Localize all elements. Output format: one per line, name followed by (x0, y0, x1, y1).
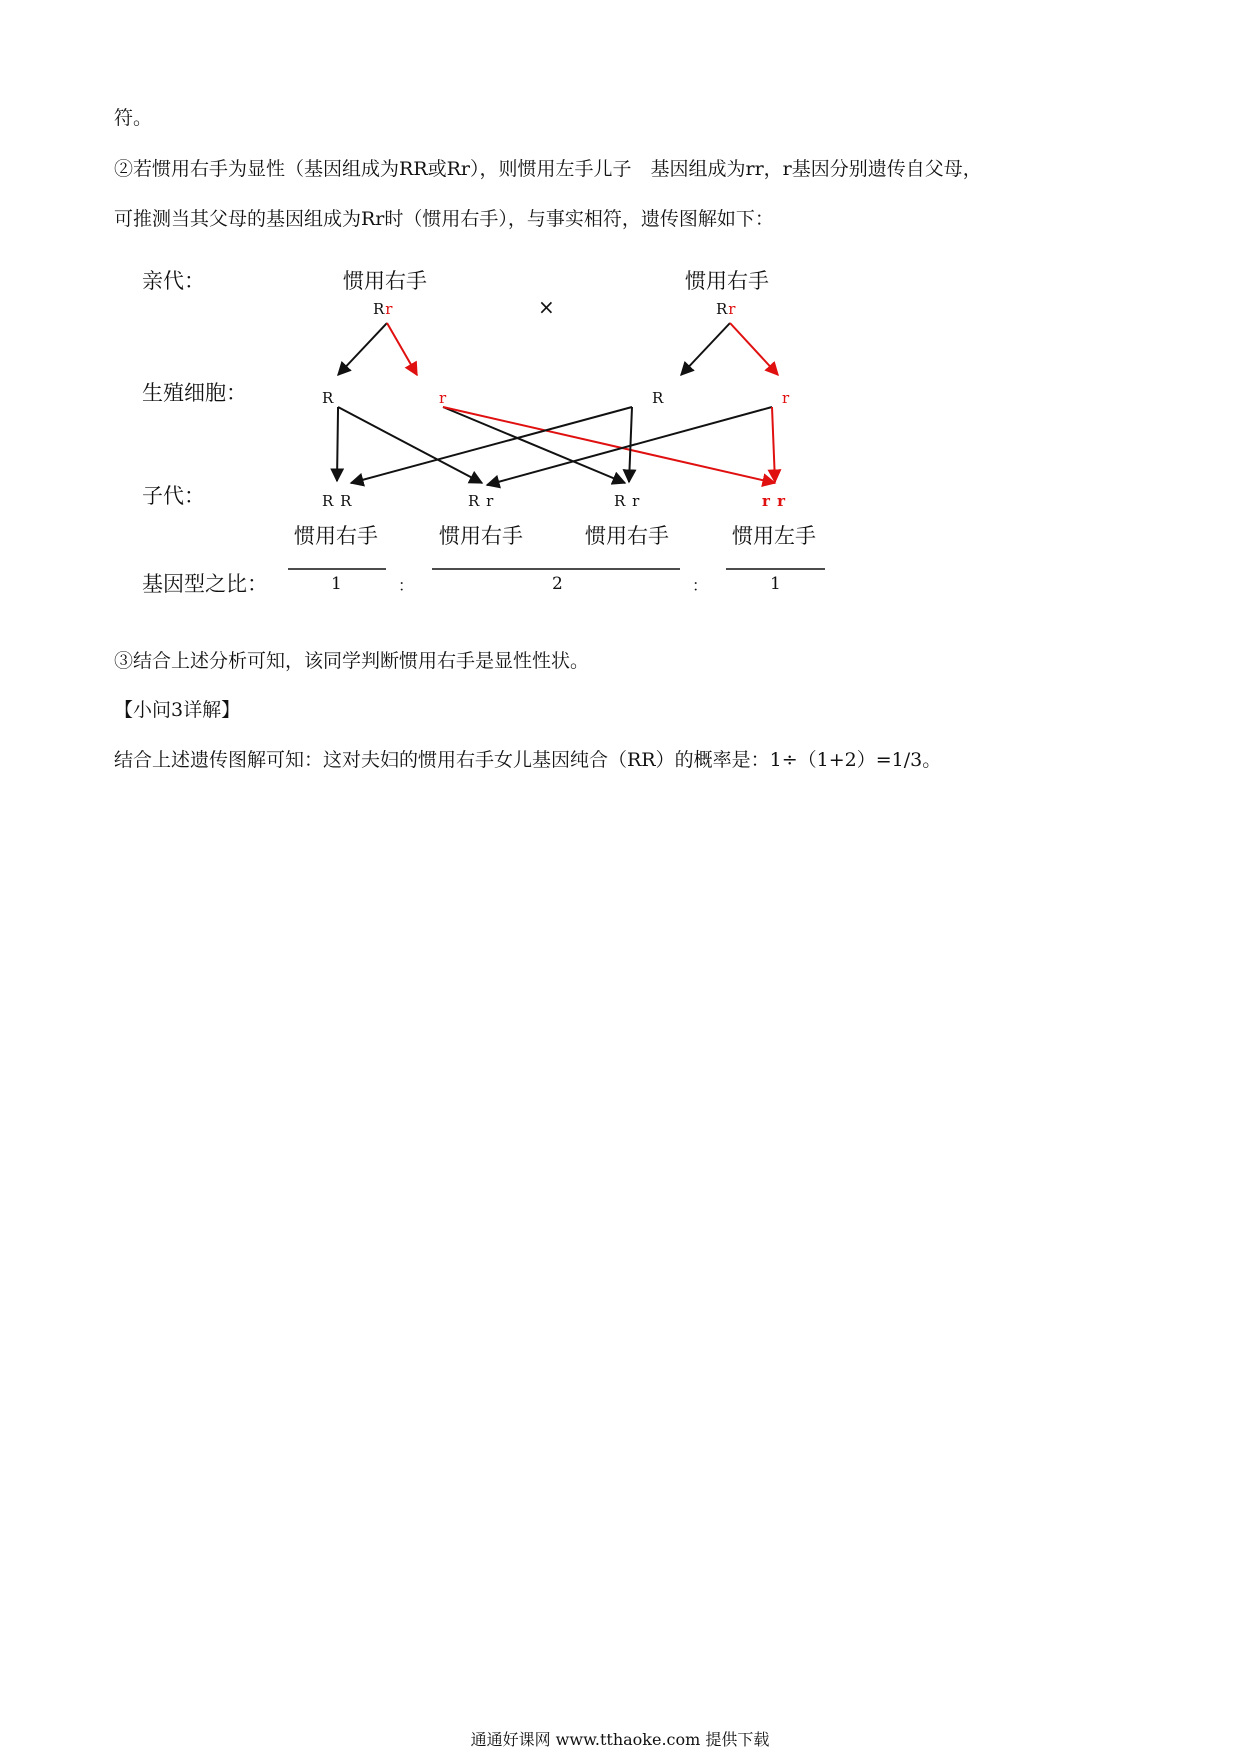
ratio-1: 1 (331, 574, 343, 594)
text-line-3: 可推测当其父母的基因组成为Rr时（惯用右手），与事实相符，遗传图解如下： (114, 208, 774, 230)
offspring-3-genotype (614, 492, 640, 510)
section-heading: 【小问3详解】 (114, 699, 241, 721)
offspring-2-genotype (468, 492, 494, 510)
gamete-4: r (782, 389, 791, 407)
offspring-4-genotype (762, 492, 786, 510)
text-line-6: 结合上述遗传图解可知：这对夫妇的惯用右手女儿基因纯合（RR）的概率是：1÷（1+2）=1/3。 (114, 749, 942, 771)
genetic-diagram (130, 255, 850, 615)
arrow-g1-to-Rr1 (338, 407, 482, 483)
arrow-p2-R (681, 323, 730, 375)
label-offspring: 子代： (142, 484, 205, 508)
gamete-2: r (439, 389, 448, 407)
ratio-sep-1: ： (398, 576, 416, 595)
offspring-1-phenotype: 惯用右手 (294, 524, 378, 548)
allele: R (373, 300, 386, 318)
allele: r (385, 300, 394, 318)
text-line-4: ③结合上述分析可知，该同学判断惯用右手是显性性状。 (114, 650, 590, 672)
offspring-2-phenotype: 惯用右手 (439, 524, 523, 548)
label-gametes: 生殖细胞： (142, 381, 247, 405)
parent-1-genotype (373, 300, 393, 318)
parent-1-phenotype: 惯用右手 (343, 269, 427, 293)
arrow-p1-r (387, 323, 417, 375)
allele: R (340, 492, 353, 510)
allele: r (762, 492, 771, 510)
offspring-3-phenotype: 惯用右手 (585, 524, 669, 548)
cross-symbol: × (538, 295, 555, 319)
text-line-1: 符。 (114, 107, 153, 129)
arrow-p1-R (338, 323, 387, 375)
parent-2-genotype (716, 300, 736, 318)
ratio-3: 1 (770, 574, 782, 594)
allele: r (486, 492, 495, 510)
arrow-p2-r (730, 323, 778, 375)
allele: R (468, 492, 481, 510)
text-line-2: ②若惯用右手为显性（基因组成为RR或Rr），则惯用左手儿子 基因组成为rr，r基因分别遗传自父母， (114, 158, 982, 180)
ratio-sep-2: ： (692, 576, 710, 595)
arrow-g1-to-RR (337, 407, 338, 481)
allele: R (716, 300, 729, 318)
parent-2-phenotype: 惯用右手 (685, 269, 769, 293)
offspring-4-phenotype: 惯用左手 (732, 524, 816, 548)
arrow-g4-to-rr (772, 407, 775, 482)
label-ratio: 基因型之比： (142, 572, 268, 596)
allele: r (728, 300, 737, 318)
allele: r (777, 492, 787, 510)
ratio-2: 2 (552, 574, 564, 594)
gamete-3: R (652, 389, 665, 407)
page-footer: 通通好课网 www.tthaoke.com 提供下载 (470, 1730, 770, 1749)
allele: R (614, 492, 627, 510)
allele: r (632, 492, 641, 510)
allele: R (322, 492, 335, 510)
offspring-1-genotype (322, 492, 352, 510)
label-parent: 亲代： (142, 269, 205, 293)
gamete-1: R (322, 389, 335, 407)
diagram-arrows (130, 255, 850, 615)
